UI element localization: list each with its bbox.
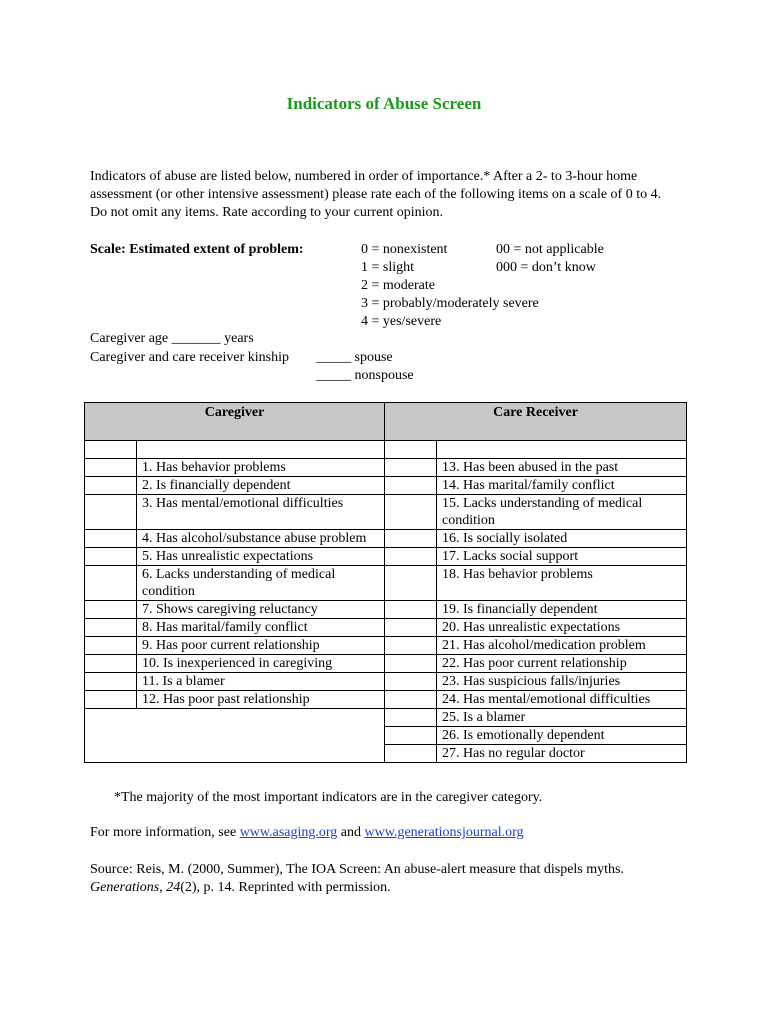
- source-citation: [90, 861, 690, 897]
- caregiver-item: 12. Has poor past relationship: [137, 691, 385, 709]
- caregiver-item: 2. Is financially dependent: [137, 477, 385, 495]
- receiver-item: 21. Has alcohol/medication problem: [437, 637, 687, 655]
- receiver-rating-cell[interactable]: [385, 477, 437, 495]
- scale-value-0: 0 = nonexistent: [361, 242, 448, 257]
- table-row: [85, 495, 687, 530]
- indicators-table: [84, 402, 687, 763]
- receiver-item: 22. Has poor current relationship: [437, 655, 687, 673]
- receiver-item: 24. Has mental/emotional difficulties: [437, 691, 687, 709]
- caregiver-header: Caregiver: [85, 403, 385, 441]
- caregiver-rating-cell[interactable]: [85, 673, 137, 691]
- more-info-and: and: [337, 825, 365, 840]
- table-row: [85, 459, 687, 477]
- spacer-cell: [137, 441, 385, 459]
- kinship-spouse-field[interactable]: _____ spouse: [316, 350, 393, 365]
- kinship-label: Caregiver and care receiver kinship: [90, 350, 290, 365]
- receiver-item: 13. Has been abused in the past: [437, 459, 687, 477]
- table-row: [85, 673, 687, 691]
- caregiver-item: 8. Has marital/family conflict: [137, 619, 385, 637]
- source-line: Source: Reis, M. (2000, Summer), The IOA Screen: An abuse-alert measure that dispels myths.: [90, 862, 624, 877]
- receiver-item: 14. Has marital/family conflict: [437, 477, 687, 495]
- receiver-rating-cell[interactable]: [385, 459, 437, 477]
- table-row: [85, 566, 687, 601]
- scale-label: Scale: Estimated extent of problem:: [90, 242, 304, 257]
- caregiver-item: 6. Lacks understanding of medical condition: [137, 566, 385, 601]
- receiver-item: 27. Has no regular doctor: [437, 745, 687, 763]
- table-row: [85, 709, 687, 727]
- caregiver-item: 7. Shows caregiving reluctancy: [137, 601, 385, 619]
- receiver-rating-cell[interactable]: [385, 601, 437, 619]
- caregiver-item: 10. Is inexperienced in caregiving: [137, 655, 385, 673]
- receiver-rating-cell[interactable]: [385, 655, 437, 673]
- table-row: [85, 637, 687, 655]
- caregiver-rating-cell[interactable]: [85, 691, 137, 709]
- table-row: [85, 655, 687, 673]
- receiver-rating-cell[interactable]: [385, 566, 437, 601]
- receiver-item: 19. Is financially dependent: [437, 601, 687, 619]
- caregiver-rating-cell[interactable]: [85, 655, 137, 673]
- receiver-item: 16. Is socially isolated: [437, 530, 687, 548]
- caregiver-rating-cell[interactable]: [85, 566, 137, 601]
- scale-value-3: 3 = probably/moderately severe: [361, 296, 539, 311]
- caregiver-item: 11. Is a blamer: [137, 673, 385, 691]
- scale-value-1: 1 = slight: [361, 260, 415, 275]
- spacer-cell: [437, 441, 687, 459]
- intro-paragraph: Indicators of abuse are listed below, numbered in order of importance.* After a 2- to 3-hour home assessment (or other intensive assessment) please rate each of the following items on a scale of 0 to 4. Do not omit any items. Rate according to your current opinion.: [90, 169, 662, 220]
- receiver-rating-cell[interactable]: [385, 637, 437, 655]
- receiver-rating-cell[interactable]: [385, 709, 437, 727]
- scale-value-2: 2 = moderate: [361, 278, 435, 293]
- caregiver-rating-cell[interactable]: [85, 530, 137, 548]
- receiver-item: 20. Has unrealistic expectations: [437, 619, 687, 637]
- caregiver-item: 5. Has unrealistic expectations: [137, 548, 385, 566]
- caregiver-rating-cell[interactable]: [85, 548, 137, 566]
- receiver-item: 15. Lacks understanding of medical condition: [437, 495, 687, 530]
- generations-journal-link[interactable]: www.generationsjournal.org: [364, 825, 524, 840]
- source-journal: Generations: [90, 880, 160, 895]
- table-row: [85, 548, 687, 566]
- caregiver-rating-cell[interactable]: [85, 477, 137, 495]
- receiver-rating-cell[interactable]: [385, 495, 437, 530]
- spacer-cell: [385, 441, 437, 459]
- receiver-item: 18. Has behavior problems: [437, 566, 687, 601]
- table-row: [85, 691, 687, 709]
- table-row: [85, 477, 687, 495]
- caregiver-item: 9. Has poor current relationship: [137, 637, 385, 655]
- spacer-cell: [85, 441, 137, 459]
- caregiver-rating-cell[interactable]: [85, 619, 137, 637]
- receiver-rating-cell[interactable]: [385, 691, 437, 709]
- page-title: Indicators of Abuse Screen: [286, 94, 482, 113]
- receiver-item: 17. Lacks social support: [437, 548, 687, 566]
- table-row: [85, 530, 687, 548]
- receiver-rating-cell[interactable]: [385, 673, 437, 691]
- scale-value-4: 4 = yes/severe: [361, 314, 442, 329]
- caregiver-rating-cell[interactable]: [85, 601, 137, 619]
- receiver-item: 25. Is a blamer: [437, 709, 687, 727]
- caregiver-rating-cell[interactable]: [85, 495, 137, 530]
- footnote: *The majority of the most important indicators are in the caregiver category.: [114, 790, 543, 805]
- more-info-prefix: For more information, see: [90, 825, 240, 840]
- caregiver-item: 4. Has alcohol/substance abuse problem: [137, 530, 385, 548]
- receiver-rating-cell[interactable]: [385, 727, 437, 745]
- care-receiver-header: Care Receiver: [385, 403, 687, 441]
- caregiver-age-field[interactable]: Caregiver age _______ years: [90, 331, 254, 346]
- receiver-rating-cell[interactable]: [385, 530, 437, 548]
- table-row: [85, 601, 687, 619]
- source-sep: ,: [159, 880, 167, 895]
- source-volume: 24: [166, 880, 181, 895]
- caregiver-rating-cell[interactable]: [85, 459, 137, 477]
- receiver-rating-cell[interactable]: [385, 548, 437, 566]
- receiver-item: 26. Is emotionally dependent: [437, 727, 687, 745]
- asaging-link[interactable]: www.asaging.org: [239, 825, 338, 840]
- scale-extra-1: 000 = don’t know: [496, 260, 596, 275]
- receiver-rating-cell[interactable]: [385, 745, 437, 763]
- caregiver-rating-cell[interactable]: [85, 637, 137, 655]
- table-row: [85, 619, 687, 637]
- caregiver-item: 3. Has mental/emotional difficulties: [137, 495, 385, 530]
- source-rest: (2), p. 14. Reprinted with permission.: [180, 880, 391, 895]
- receiver-rating-cell[interactable]: [385, 619, 437, 637]
- kinship-nonspouse-field[interactable]: _____ nonspouse: [316, 368, 414, 383]
- scale-extra-0: 00 = not applicable: [496, 242, 604, 257]
- caregiver-blank-cell: [85, 709, 385, 763]
- caregiver-item: 1. Has behavior problems: [137, 459, 385, 477]
- receiver-item: 23. Has suspicious falls/injuries: [437, 673, 687, 691]
- more-info: [90, 825, 524, 841]
- table-spacer-row: [85, 441, 687, 459]
